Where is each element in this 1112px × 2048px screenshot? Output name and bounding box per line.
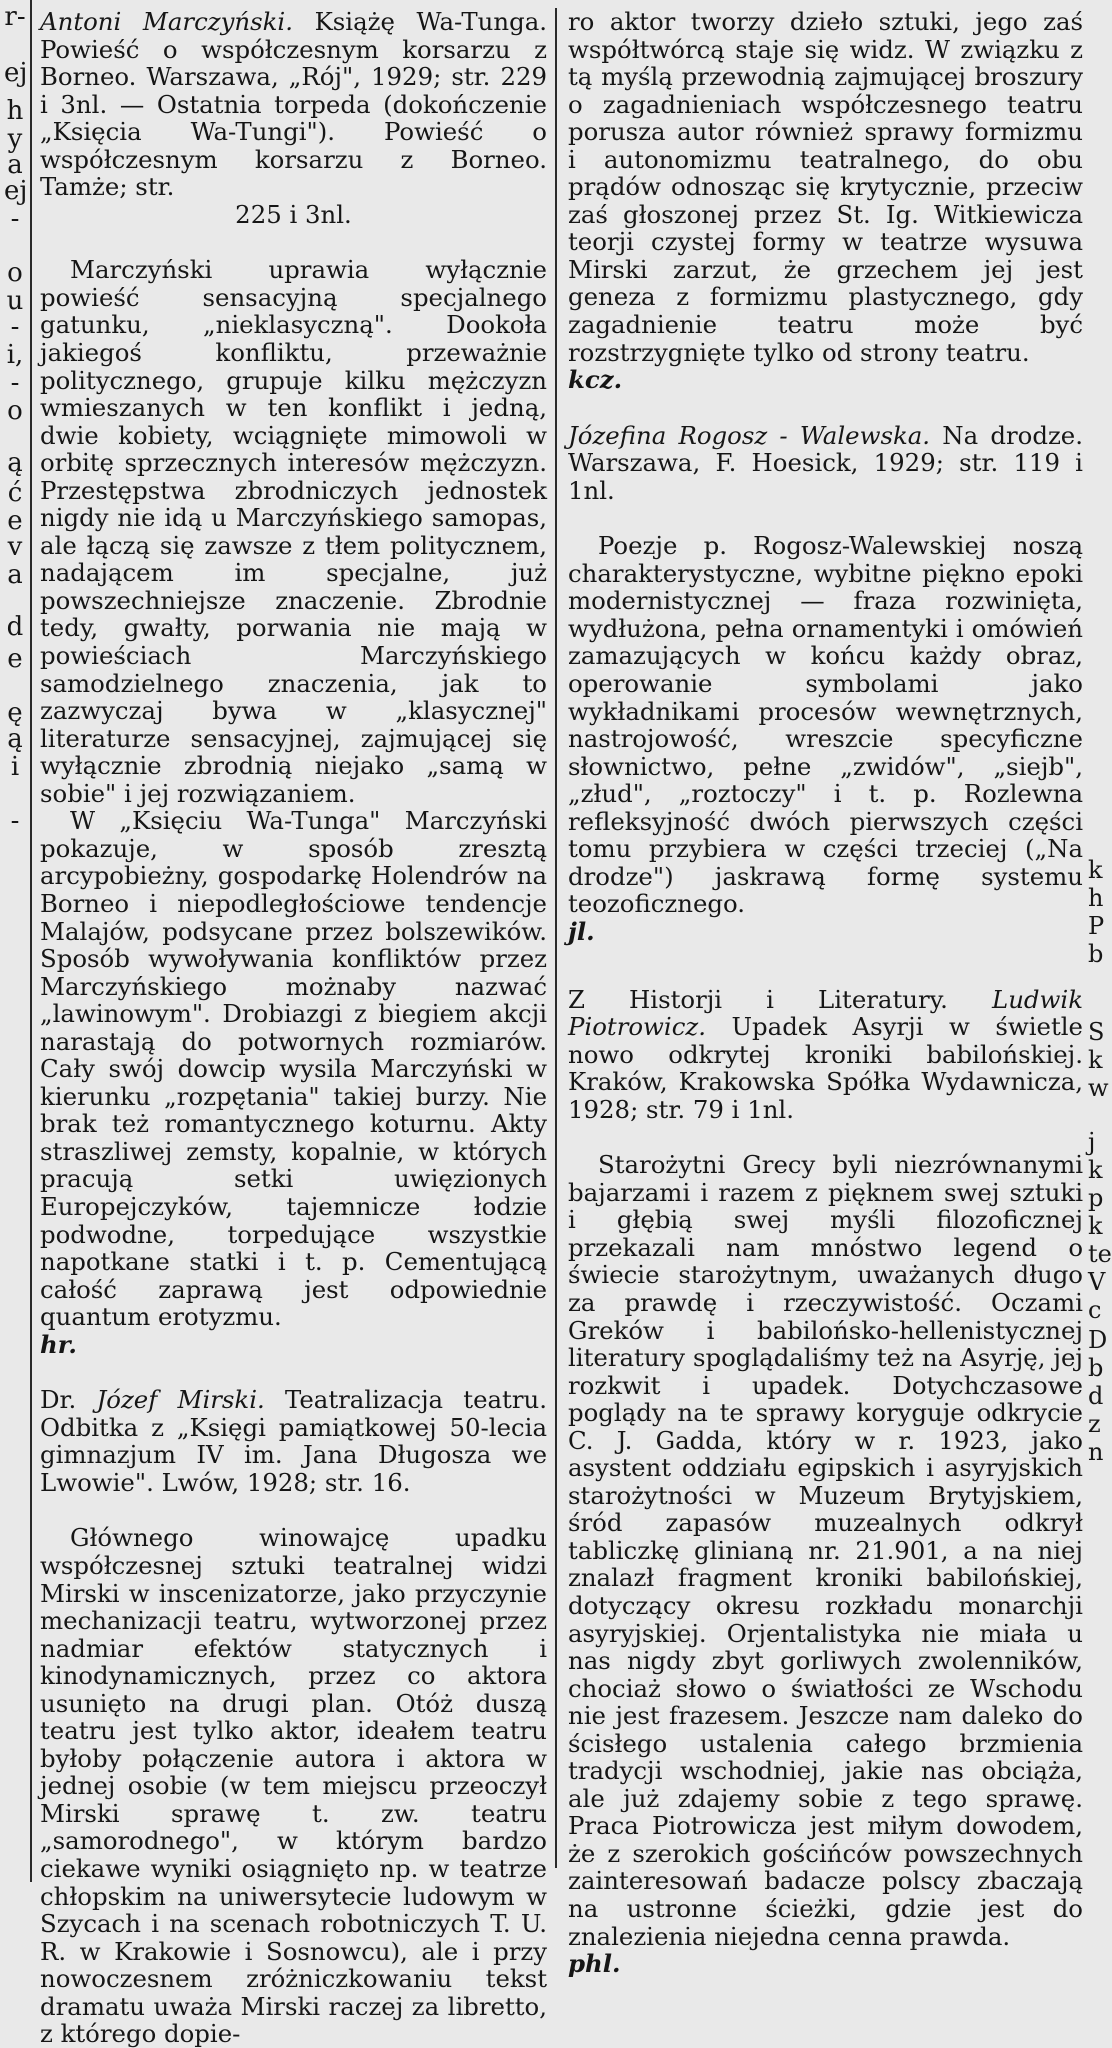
margin-fragment: e bbox=[7, 506, 23, 536]
review-pages: 225 i 3nl. bbox=[235, 199, 352, 229]
margin-fragment: ej bbox=[4, 176, 28, 206]
margin-fragment: P bbox=[1088, 912, 1105, 940]
margin-fragment: - bbox=[10, 204, 20, 234]
margin-fragment: p bbox=[1088, 1184, 1104, 1212]
margin-fragment: h bbox=[6, 96, 24, 126]
series-name: Z Historji i Literatury. bbox=[568, 984, 948, 1014]
margin-fragment: e bbox=[7, 644, 23, 674]
margin-fragment: z bbox=[1088, 1410, 1101, 1438]
margin-fragment: u bbox=[6, 286, 24, 316]
margin-fragment: n bbox=[1088, 1438, 1104, 1466]
review-paragraph: Głównego winowajcę upadku współczesnej sztuki teatralnej widzi Mirski w inscenizatorze, jako przyczynie mechanizacji teatru, wytworzonej przez nadmiar efektów statycznych i kinodynamicznych, przez co aktora usunięto na drugi plan. Otóż duszą teatru jest tylko aktor, ideałem teatru byłoby połączenie autora i aktora w jednej osobie (w tem miejscu przeoczył Mirski sprawę t. zw. teatru „samorodnego", w którym bardzo ciekawe wyniki osiągnięto np. w teatrze chłopskim na uniwersytecie ludowym w Szycach i na scenach robotniczych T. U. R. w Krakowie i Sosnowcu), ale i przy nowoczesnem zróżniczkowaniu tekst dramatu uważa Mirski raczej za libretto, z którego dopie- bbox=[40, 1523, 547, 2048]
margin-fragment: v bbox=[7, 532, 23, 562]
margin-fragment: o bbox=[7, 258, 23, 288]
review-paragraph: Starożytni Grecy byli niezrównanymi bajarzami i razem z pięknem swej sztuki i głębią swej myśli filozoficznej przekazali nam mnóstwo legend o świecie starożytnym, uważanych długo za prawdę i rzeczywistość. Oczami Greków i babilońsko-hellenistycznej literatury spoglądaliśmy też na Asyrję, jej rozkwit i upadek. Dotychczasowe poglądy na te sprawy koryguje odkrycie C. J. Gadda, który w r. 1923, jako asystent oddziału egipskich i asyryjskich starożytności w Muzeum Brytyjskiem, śród zapasów muzealnych odkrył tabliczkę glinianą nr. 21.901, a na niej znalazł fragment kroniki babilońskiej, dotyczący okresu rozkładu monarchji asyryjskiej. Orjentalistyka nie miała u nas nigdy zbyt gorliwych zwolenników, chociaż słowo o światłości ze Wschodu nie jest frazesem. Jeszcze nam daleko do ścisłego ustalenia całego brzmienia tradycji wschodniej, jakie nas obciąża, ale już zdajemy sobie z tego sprawę. Praca Piotrowicza jest miłym dowodem, że z szerokich gościńców powszechnych zainteresowań badacze polscy zbaczają na ustronne ścieżki, gdzie jest do znalezienia niejedna cenna prawda. bbox=[568, 1150, 1083, 1951]
review-citation bbox=[40, 8, 547, 228]
margin-fragment: - bbox=[10, 806, 20, 836]
reviewer-signature: hr. bbox=[40, 1329, 77, 1359]
margin-fragment: te bbox=[1088, 1240, 1112, 1268]
margin-fragment: ą bbox=[7, 724, 23, 754]
left-margin-rule bbox=[30, 0, 32, 1882]
margin-fragment: k bbox=[1088, 1212, 1103, 1240]
margin-fragment: h bbox=[1088, 884, 1104, 912]
margin-fragment: ej bbox=[4, 58, 28, 88]
margin-fragment: k bbox=[1088, 1046, 1103, 1074]
review-citation bbox=[568, 986, 1083, 1124]
margin-fragment: b bbox=[1088, 940, 1104, 968]
review-title: Teatralizacja teatru. Odbitka z „Księgi pamiątkowej 50-lecia gimnazjum IV im. Jana Długosza we Lwowie". Lwów, 1928; str. 16. bbox=[40, 1385, 547, 1497]
left-column bbox=[40, 8, 547, 2048]
review-paragraph: W „Księciu Wa-Tunga" Marczyński pokazuje, w sposób zresztą arcypobieżny, gospodarkę Holendrów na Borneo i niepodległościowe tendencje Malajów, podsycane przez bolszewików. Sposób wywoływania konfliktów przez Marczyńskiego możnaby nazwać „lawinowym". Drobiazgi z biegiem akcji narastają do potwornych rozmiarów. Cały swój dowcip wysila Marczyński w kierunku „rozpętania" takiej burzy. Nie brak też romantycznego koturnu. Akty straszliwej zemsty, kopalnie, w których pracują setki uwięzionych Europejczyków, tajemnicze łodzie podwodne, torpedujące wszystkie napotkane statki i t. p. Cementującą całość zaprawą jest odpowiednie quantum erotyzmu. bbox=[40, 806, 547, 1332]
author-prefix: Dr. bbox=[40, 1385, 77, 1415]
margin-fragment: o bbox=[7, 396, 23, 426]
review-title: Książę Wa-Tunga. Powieść o współczesnym korsarzu z Borneo. Warszawa, „Rój", 1929; str. 229 i 3nl. — Ostatnia torpeda (dokończenie „Księcia Wa-Tungi"). Powieść o współczesnym korsarzu z Borneo. Tamże; str. bbox=[40, 7, 547, 202]
margin-fragment: i, bbox=[6, 340, 24, 370]
margin-fragment: b bbox=[1088, 1354, 1104, 1382]
margin-fragment: r- bbox=[4, 2, 26, 32]
column-divider bbox=[555, 8, 557, 1868]
margin-fragment: ć bbox=[7, 478, 23, 508]
right-column bbox=[568, 8, 1083, 1978]
left-margin-strip bbox=[0, 0, 36, 1882]
margin-fragment: D bbox=[1088, 1326, 1108, 1354]
reviewer-signature: jl. bbox=[568, 916, 595, 946]
margin-fragment: i bbox=[10, 752, 20, 782]
margin-fragment: w bbox=[1088, 1074, 1109, 1102]
review-author: Józefina Rogosz - Walewska. bbox=[568, 420, 931, 450]
margin-fragment: d bbox=[6, 612, 24, 642]
margin-fragment: j bbox=[1088, 1128, 1096, 1156]
review-title: Na drodze. Warszawa, F. Hoesick, 1929; str. 119 i 1nl. bbox=[568, 420, 1083, 505]
review-author: Józef Mirski. bbox=[96, 1385, 265, 1415]
review-author: Antoni Marczyński. bbox=[40, 7, 293, 36]
reviewer-signature: kcz. bbox=[568, 365, 623, 395]
margin-fragment: V bbox=[1088, 1268, 1106, 1296]
reviewer-signature: phl. bbox=[568, 1949, 621, 1979]
review-citation bbox=[40, 1386, 547, 1496]
review-citation bbox=[568, 422, 1083, 505]
right-margin-strip bbox=[1086, 0, 1112, 1882]
margin-fragment: - bbox=[10, 312, 20, 342]
margin-fragment: k bbox=[1088, 1156, 1103, 1184]
review-paragraph-continued: ro aktor tworzy dzieło sztuki, jego zaś współtwórcą staje się widz. W związku z tą myślą przewodnią zajmującej broszury o zagadnieniach współczesnego teatru porusza autor również sprawy formizmu i autonomizmu teatralnego, do obu prądów odnosząc się krytycznie, przeciw zaś głoszonej przez St. Ig. Witkiewicza teorji czystej formy w teatrze wysuwa Mirski zarzut, że grzechem jej jest geneza z formizmu plastycznego, gdy zagadnienie teatru może być rozstrzygnięte tylko od strony teatru. bbox=[568, 7, 1083, 367]
margin-fragment: y bbox=[7, 124, 23, 154]
margin-fragment: S bbox=[1088, 1018, 1105, 1046]
review-author: Ludwik Piotrowicz. bbox=[568, 984, 1083, 1042]
margin-fragment: - bbox=[10, 368, 20, 398]
review-paragraph: Marczyński uprawia wyłącznie powieść sensacyjną specjalnego gatunku, „nieklasyczną". Dookoła jakiegoś konfliktu, przeważnie politycznego, grupuje kilku mężczyzn wmieszanych w ten konflikt i jedną, dwie kobiety, wciągnięte mimowoli w orbitę sprzecznych interesów mężczyzn. Przestępstwa zbrodniczych jednostek nigdy nie idą u Marczyńskiego samopas, ale łączą się zawsze z tłem politycznem, nadającem im specjalne, już powszechniejsze znaczenie. Zbrodnie tedy, gwałty, porwania nie mają w powieściach Marczyńskiego samodzielnego znaczenia, jak to zazwyczaj bywa w „klasycznej" literaturze sensacyjnej, zajmującej się wyłącznie zbrodnią niejako „samą w sobie" i jej rozwiązaniem. bbox=[40, 255, 547, 808]
margin-fragment: d bbox=[1088, 1382, 1104, 1410]
margin-fragment: a bbox=[7, 150, 23, 180]
margin-fragment: a bbox=[7, 560, 23, 590]
margin-fragment: k bbox=[1088, 856, 1103, 884]
review-paragraph: Poezje p. Rogosz-Walewskiej noszą charakterystyczne, wybitne piękno epoki modernistycznej — fraza rozwinięta, wydłużona, pełna ornamentyki i omówień zamazujących w końcu każdy obraz, operowanie symbolami jako wykładnikami procesów wewnętrznych, nastrojowość, wreszcie specyficzne słownictwo, pełne „zwidów", „siejb", „złud", „roztoczy" i t. p. Rozlewna refleksyjność dwóch pierwszych części tomu przybiera w części trzeciej („Na drodze") jaskrawą formę systemu teozoficznego. bbox=[568, 531, 1083, 919]
margin-fragment: ę bbox=[7, 698, 23, 728]
margin-fragment: c bbox=[1088, 1296, 1102, 1324]
margin-fragment: ą bbox=[7, 448, 23, 478]
review-title: Upadek Asyrji w świetle nowo odkrytej kroniki babilońskiej. Kraków, Krakowska Spółka Wydawnicza, 1928; str. 79 i 1nl. bbox=[568, 1012, 1083, 1124]
